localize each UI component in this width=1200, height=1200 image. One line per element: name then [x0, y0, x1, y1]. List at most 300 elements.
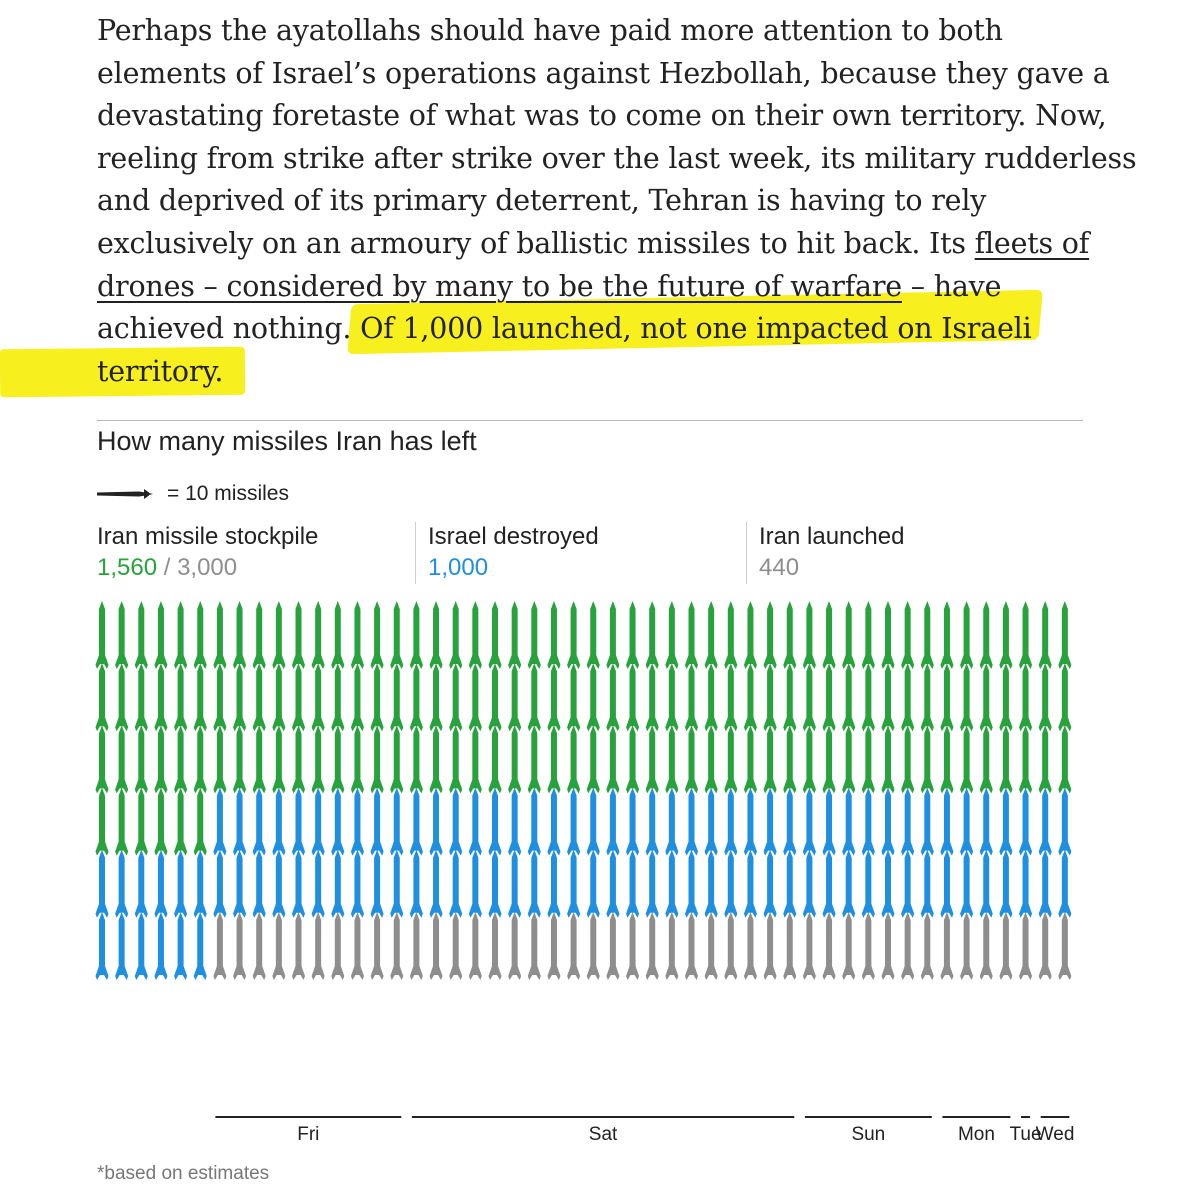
missile-icon	[823, 663, 836, 731]
stat-label: Iran missile stockpile	[97, 523, 319, 550]
paragraph-text: devastating foretaste of what was to come on their own territory. Now,	[97, 99, 1107, 133]
missile-icon	[646, 912, 659, 980]
missile-icon	[154, 601, 167, 669]
missile-icon	[1019, 912, 1032, 980]
missile-icon	[1058, 850, 1071, 918]
missile-icon	[705, 725, 718, 793]
missile-icon	[882, 663, 895, 731]
missile-icon	[371, 788, 384, 856]
missile-icon	[292, 725, 305, 793]
missile-icon	[685, 725, 698, 793]
missile-icon	[96, 663, 109, 731]
missile-icon	[1039, 912, 1052, 980]
missile-icon	[1039, 850, 1052, 918]
missile-icon	[1039, 601, 1052, 669]
missile-icon	[587, 663, 600, 731]
missile-icon	[410, 663, 423, 731]
missile-icon	[547, 912, 560, 980]
missile-icon	[430, 601, 443, 669]
missile-icon	[823, 725, 836, 793]
paragraph-text: exclusively on an armoury of ballistic missiles to hit back. Its	[97, 226, 975, 260]
missile-icon	[371, 663, 384, 731]
missile-icon	[292, 788, 305, 856]
missile-icon	[940, 725, 953, 793]
missile-icon	[803, 788, 816, 856]
missile-icon	[115, 912, 128, 980]
missile-icon	[115, 725, 128, 793]
missile-icon	[154, 663, 167, 731]
missile-icon	[665, 850, 678, 918]
article-link[interactable]: fleets of	[974, 226, 1090, 260]
missile-icon	[449, 601, 462, 669]
missile-icon	[567, 912, 580, 980]
missile-icon	[862, 912, 875, 980]
missile-icon	[154, 725, 167, 793]
missile-icon	[371, 601, 384, 669]
missile-icon	[705, 912, 718, 980]
missile-icon	[665, 788, 678, 856]
missile-icon	[882, 788, 895, 856]
missile-icon	[174, 850, 187, 918]
missile-icon	[213, 850, 226, 918]
missile-icon	[547, 788, 560, 856]
missile-icon	[489, 912, 502, 980]
missile-icon	[331, 788, 344, 856]
missile-icon	[469, 788, 482, 856]
missile-icon	[685, 788, 698, 856]
stat-label: Iran launched	[759, 523, 905, 550]
missile-icon	[764, 788, 777, 856]
missile-icon	[940, 601, 953, 669]
missile-icon	[528, 850, 541, 918]
missile-icon	[999, 850, 1012, 918]
missile-icon	[135, 912, 148, 980]
paragraph-text: achieved nothing. Of 1,000 launched, not one impacted on Israeli	[97, 312, 1032, 346]
missile-icon	[508, 601, 521, 669]
missile-icon	[803, 663, 816, 731]
missile-icon	[1058, 601, 1071, 669]
missile-icon	[194, 850, 207, 918]
missile-icon	[606, 850, 619, 918]
missile-icon	[842, 850, 855, 918]
missile-icon	[351, 788, 364, 856]
missile-icon	[587, 601, 600, 669]
missile-icon	[842, 912, 855, 980]
missile-icon	[1058, 788, 1071, 856]
missile-icon	[528, 663, 541, 731]
timeline-label: Sat	[588, 1124, 618, 1145]
missile-icon	[292, 850, 305, 918]
missile-icon	[764, 850, 777, 918]
missile-icon	[528, 725, 541, 793]
missile-icon	[390, 850, 403, 918]
missile-icon	[842, 725, 855, 793]
missile-icon	[508, 725, 521, 793]
missile-icon	[744, 912, 757, 980]
missile-icon	[115, 788, 128, 856]
missile-icon	[1019, 725, 1032, 793]
missile-icon	[528, 912, 541, 980]
missile-icon	[430, 725, 443, 793]
missile-icon	[665, 912, 678, 980]
missile-icon	[626, 912, 639, 980]
missile-icon	[999, 788, 1012, 856]
missile-icon	[508, 850, 521, 918]
missile-icon	[744, 663, 757, 731]
missile-icon	[174, 601, 187, 669]
missile-icon	[606, 601, 619, 669]
missile-icon	[744, 601, 757, 669]
missile-icon	[587, 850, 600, 918]
missile-icon	[1039, 725, 1052, 793]
missile-icon	[940, 788, 953, 856]
missile-icon	[272, 788, 285, 856]
missile-icon	[194, 788, 207, 856]
missile-icon	[194, 663, 207, 731]
missile-icon	[410, 850, 423, 918]
missile-icon	[665, 663, 678, 731]
missile-icon	[115, 850, 128, 918]
missile-icon	[233, 912, 246, 980]
missile-icon	[233, 725, 246, 793]
missile-icon	[626, 663, 639, 731]
missile-icon	[724, 850, 737, 918]
missile-icon	[764, 912, 777, 980]
missile-icon	[862, 663, 875, 731]
missile-icon	[233, 601, 246, 669]
missile-icon	[882, 850, 895, 918]
missile-icon	[744, 788, 757, 856]
missile-icon	[665, 725, 678, 793]
missile-icon	[213, 601, 226, 669]
missile-icon	[606, 788, 619, 856]
missile-icon	[351, 663, 364, 731]
missile-icon	[842, 601, 855, 669]
missile-icon	[960, 912, 973, 980]
missile-icon	[390, 788, 403, 856]
missile-icon	[272, 850, 285, 918]
timeline-label: Mon	[957, 1124, 995, 1145]
footnote: *based on estimates	[97, 1163, 270, 1184]
missile-icon	[96, 725, 109, 793]
missile-icon	[135, 725, 148, 793]
missile-icon	[646, 725, 659, 793]
missile-icon	[862, 788, 875, 856]
missile-icon	[135, 850, 148, 918]
missile-icon	[194, 912, 207, 980]
missile-icon	[940, 912, 953, 980]
stat-value: 1,000	[428, 554, 489, 581]
missile-icon	[685, 850, 698, 918]
missile-icon	[194, 601, 207, 669]
missile-icon	[233, 788, 246, 856]
missile-icon	[999, 601, 1012, 669]
missile-icon	[823, 788, 836, 856]
missile-icon	[626, 601, 639, 669]
missile-icon	[921, 850, 934, 918]
missile-icon	[489, 850, 502, 918]
missile-icon	[430, 663, 443, 731]
missile-icon	[449, 788, 462, 856]
missile-icon	[508, 663, 521, 731]
missile-icon	[960, 663, 973, 731]
missile-icon	[469, 850, 482, 918]
missile-icon	[253, 725, 266, 793]
missile-icon	[783, 601, 796, 669]
missile-icon	[312, 788, 325, 856]
missile-icon	[351, 601, 364, 669]
missile-icon	[626, 850, 639, 918]
missile-icon	[1019, 601, 1032, 669]
missile-icon	[371, 725, 384, 793]
missile-icon	[685, 663, 698, 731]
missile-icon	[449, 725, 462, 793]
missile-icon	[489, 663, 502, 731]
missile-icon	[154, 912, 167, 980]
missile-icon	[960, 725, 973, 793]
missile-icon	[96, 850, 109, 918]
missile-icon	[646, 601, 659, 669]
missile-icon	[587, 788, 600, 856]
missile-icon	[508, 912, 521, 980]
missile-icon	[999, 663, 1012, 731]
missile-icon	[253, 788, 266, 856]
missile-icon	[213, 788, 226, 856]
missile-icon	[469, 601, 482, 669]
missile-icon	[685, 912, 698, 980]
missile-icon	[135, 663, 148, 731]
missile-icon	[547, 663, 560, 731]
missile-icon	[764, 725, 777, 793]
missile-icon	[213, 663, 226, 731]
missile-icon	[174, 912, 187, 980]
missile-icon	[882, 725, 895, 793]
missile-icon	[292, 912, 305, 980]
missile-icon	[587, 912, 600, 980]
missile-icon	[842, 663, 855, 731]
missile-icon	[606, 912, 619, 980]
missile-icon	[96, 788, 109, 856]
missile-icon	[980, 788, 993, 856]
missile-icon	[410, 601, 423, 669]
missile-icon	[312, 601, 325, 669]
timeline-label: Sun	[851, 1124, 886, 1145]
missile-icon	[960, 788, 973, 856]
missile-icon	[312, 725, 325, 793]
stat-value: 440	[759, 554, 800, 581]
missile-icon	[174, 788, 187, 856]
missile-icon	[567, 601, 580, 669]
paragraph-text: territory.	[97, 354, 224, 388]
missile-icon	[921, 663, 934, 731]
missile-icon	[410, 912, 423, 980]
stat-value: 1,560	[97, 554, 158, 581]
missile-icon	[547, 725, 560, 793]
missile-icon	[705, 663, 718, 731]
missile-icon	[253, 850, 266, 918]
missile-icon	[233, 850, 246, 918]
missile-icon	[783, 912, 796, 980]
missile-icon	[331, 663, 344, 731]
missile-icon	[626, 725, 639, 793]
missile-icon	[469, 663, 482, 731]
missile-icon	[665, 601, 678, 669]
missile-icon	[272, 725, 285, 793]
missile-icon	[646, 850, 659, 918]
missile-icon	[940, 850, 953, 918]
missile-icon	[823, 850, 836, 918]
missile-icon	[940, 663, 953, 731]
missile-icon	[783, 725, 796, 793]
missile-icon	[390, 725, 403, 793]
missile-icon	[744, 850, 757, 918]
missile-icon	[862, 601, 875, 669]
missile-icon	[96, 601, 109, 669]
missile-icon	[764, 663, 777, 731]
missile-icon	[331, 850, 344, 918]
missile-icon	[312, 850, 325, 918]
missile-icon	[351, 725, 364, 793]
missile-icon	[999, 725, 1012, 793]
missile-icon	[882, 601, 895, 669]
timeline-label: Wed	[1035, 1124, 1075, 1145]
missile-icon	[528, 601, 541, 669]
missile-icon	[1058, 725, 1071, 793]
missile-icon	[980, 601, 993, 669]
missile-icon	[331, 912, 344, 980]
missile-icon	[331, 725, 344, 793]
missile-icon	[154, 788, 167, 856]
missile-icon	[980, 850, 993, 918]
missile-icon	[115, 663, 128, 731]
timeline-label: Tue	[1009, 1124, 1042, 1145]
missile-icon	[371, 912, 384, 980]
missile-icon	[547, 850, 560, 918]
paragraph-text: elements of Israel’s operations against Hezbollah, because they gave a	[97, 56, 1110, 90]
missile-icon	[764, 601, 777, 669]
missile-icon	[980, 912, 993, 980]
missile-icon	[862, 850, 875, 918]
missile-icon	[823, 601, 836, 669]
missile-icon	[744, 725, 757, 793]
missile-icon	[351, 912, 364, 980]
missile-icon	[724, 725, 737, 793]
missile-icon	[213, 912, 226, 980]
missile-icon	[921, 788, 934, 856]
missile-icon	[783, 788, 796, 856]
missile-icon	[449, 663, 462, 731]
missile-icon	[980, 663, 993, 731]
stat-label: Israel destroyed	[428, 523, 599, 550]
missile-icon	[292, 663, 305, 731]
missile-icon	[960, 601, 973, 669]
missile-icon	[646, 663, 659, 731]
timeline-label: Fri	[297, 1124, 320, 1145]
missile-icon	[567, 850, 580, 918]
missile-icon	[351, 850, 364, 918]
missile-icon	[312, 663, 325, 731]
missile-icon	[803, 850, 816, 918]
missile-icon	[901, 912, 914, 980]
missile-icon	[430, 850, 443, 918]
missile-icon	[154, 850, 167, 918]
missile-icon	[430, 912, 443, 980]
missile-icon	[469, 912, 482, 980]
missile-icon	[174, 663, 187, 731]
missile-icon	[194, 725, 207, 793]
missile-icon	[685, 601, 698, 669]
paragraph-text: Perhaps the ayatollahs should have paid more attention to both	[97, 14, 1003, 47]
missile-icon	[567, 663, 580, 731]
missile-icon	[705, 788, 718, 856]
missile-icon	[901, 663, 914, 731]
missile-icon	[410, 788, 423, 856]
missile-icon	[272, 601, 285, 669]
missile-icon	[705, 850, 718, 918]
missile-icon	[508, 788, 521, 856]
missile-icon	[901, 725, 914, 793]
paragraph-text: – have	[901, 269, 1002, 303]
missile-icon	[174, 725, 187, 793]
paragraph-text: reeling from strike after strike over the last week, its military rudderless	[97, 141, 1137, 175]
legend-text: = 10 missiles	[167, 482, 289, 505]
missile-icon	[390, 663, 403, 731]
missile-icon	[1019, 788, 1032, 856]
missile-icon	[803, 725, 816, 793]
missile-icon	[901, 788, 914, 856]
missile-icon	[587, 725, 600, 793]
missile-icon	[646, 788, 659, 856]
missile-icon	[410, 725, 423, 793]
missile-icon	[1058, 663, 1071, 731]
missile-icon	[823, 912, 836, 980]
missile-icon	[803, 601, 816, 669]
missile-icon	[449, 850, 462, 918]
missile-icon	[724, 912, 737, 980]
missile-icon	[567, 788, 580, 856]
missile-icon	[253, 663, 266, 731]
missile-icon	[331, 601, 344, 669]
chart-title: How many missiles Iran has left	[97, 426, 477, 456]
missile-icon	[626, 788, 639, 856]
missile-icon	[724, 601, 737, 669]
missile-icon	[430, 788, 443, 856]
missile-icon	[213, 725, 226, 793]
missile-icon	[233, 663, 246, 731]
missile-icon	[96, 912, 109, 980]
missile-icon	[705, 601, 718, 669]
missile-icon	[292, 601, 305, 669]
missile-icon	[272, 912, 285, 980]
missile-icon	[135, 788, 148, 856]
missile-icon	[980, 725, 993, 793]
missile-icon	[272, 663, 285, 731]
missile-icon	[921, 601, 934, 669]
missile-icon	[783, 850, 796, 918]
missile-icon	[999, 912, 1012, 980]
missile-icon	[783, 663, 796, 731]
missile-icon	[1019, 850, 1032, 918]
missile-icon	[253, 601, 266, 669]
missile-icon	[862, 725, 875, 793]
missile-icon	[606, 663, 619, 731]
missile-icon	[547, 601, 560, 669]
paragraph-text: and deprived of its primary deterrent, Tehran is having to rely	[97, 184, 987, 218]
missile-icon	[390, 601, 403, 669]
missile-icon	[489, 788, 502, 856]
missile-icon	[1058, 912, 1071, 980]
article-link[interactable]: drones – considered by many to be the future of warfare	[97, 269, 902, 303]
